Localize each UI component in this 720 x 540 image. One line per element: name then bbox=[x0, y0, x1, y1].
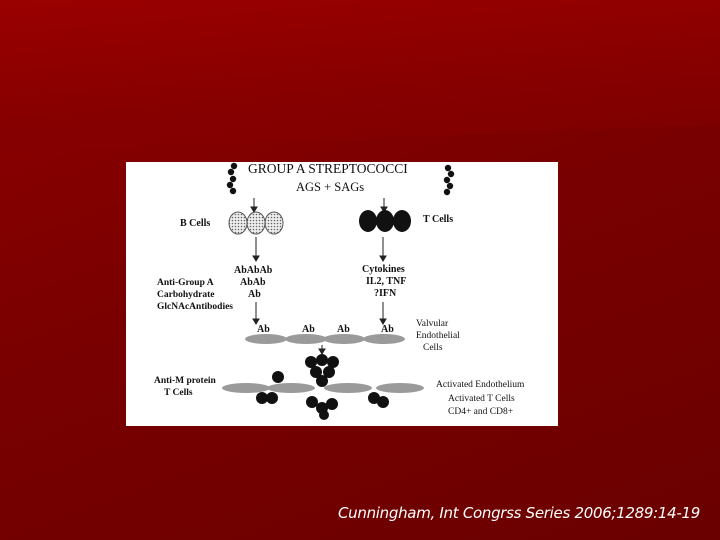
anti-m-line-1: Anti-M protein bbox=[154, 376, 216, 386]
activated-line-2: Activated T Cells bbox=[448, 394, 515, 404]
antibodies-line-1: AbAbAb bbox=[234, 265, 273, 276]
anti-group-a-line-1: Anti-Group A bbox=[157, 278, 214, 288]
antibodies-line-3: Ab bbox=[248, 289, 261, 300]
background-band bbox=[0, 0, 720, 160]
endothelium-ab-1: Ab bbox=[257, 324, 270, 335]
cytokines-line-2: IL2, TNF bbox=[366, 276, 407, 287]
diagram-subtitle: AGS + SAGs bbox=[296, 180, 365, 194]
valvular-line-1: Valvular bbox=[416, 319, 449, 329]
endothelium-ab-3: Ab bbox=[337, 324, 350, 335]
b-cells-icon bbox=[229, 212, 283, 234]
t-cells-icon bbox=[359, 210, 411, 232]
streptococci-chain-right bbox=[444, 165, 454, 195]
streptococci-chain-left bbox=[227, 163, 237, 194]
cytokines-line-1: Cytokines bbox=[362, 264, 405, 275]
activated-line-1: Activated Endothelium bbox=[436, 380, 525, 390]
streptococci-diagram bbox=[126, 162, 558, 426]
valvular-line-3: Cells bbox=[423, 343, 443, 353]
anti-group-a-line-3: GlcNAcAntibodies bbox=[157, 302, 233, 312]
endothelium-ab-4: Ab bbox=[381, 324, 394, 335]
anti-m-line-2: T Cells bbox=[164, 388, 193, 398]
endothelium-ab-2: Ab bbox=[302, 324, 315, 335]
citation: Cunningham, Int Congrss Series 2006;1289:14-19 bbox=[338, 504, 700, 522]
anti-group-a-line-2: Carbohydrate bbox=[157, 290, 215, 300]
valvular-line-2: Endothelial bbox=[416, 331, 460, 341]
valvular-endothelial-cells-icon bbox=[245, 334, 405, 344]
b-cells-label: B Cells bbox=[180, 218, 211, 229]
antibodies-line-2: AbAb bbox=[240, 277, 266, 288]
activated-line-3: CD4+ and CD8+ bbox=[448, 407, 514, 417]
cytokines-line-3: ?IFN bbox=[374, 288, 397, 299]
t-cells-label: T Cells bbox=[423, 214, 454, 225]
diagram-title: GROUP A STREPTOCOCCI bbox=[248, 161, 408, 176]
